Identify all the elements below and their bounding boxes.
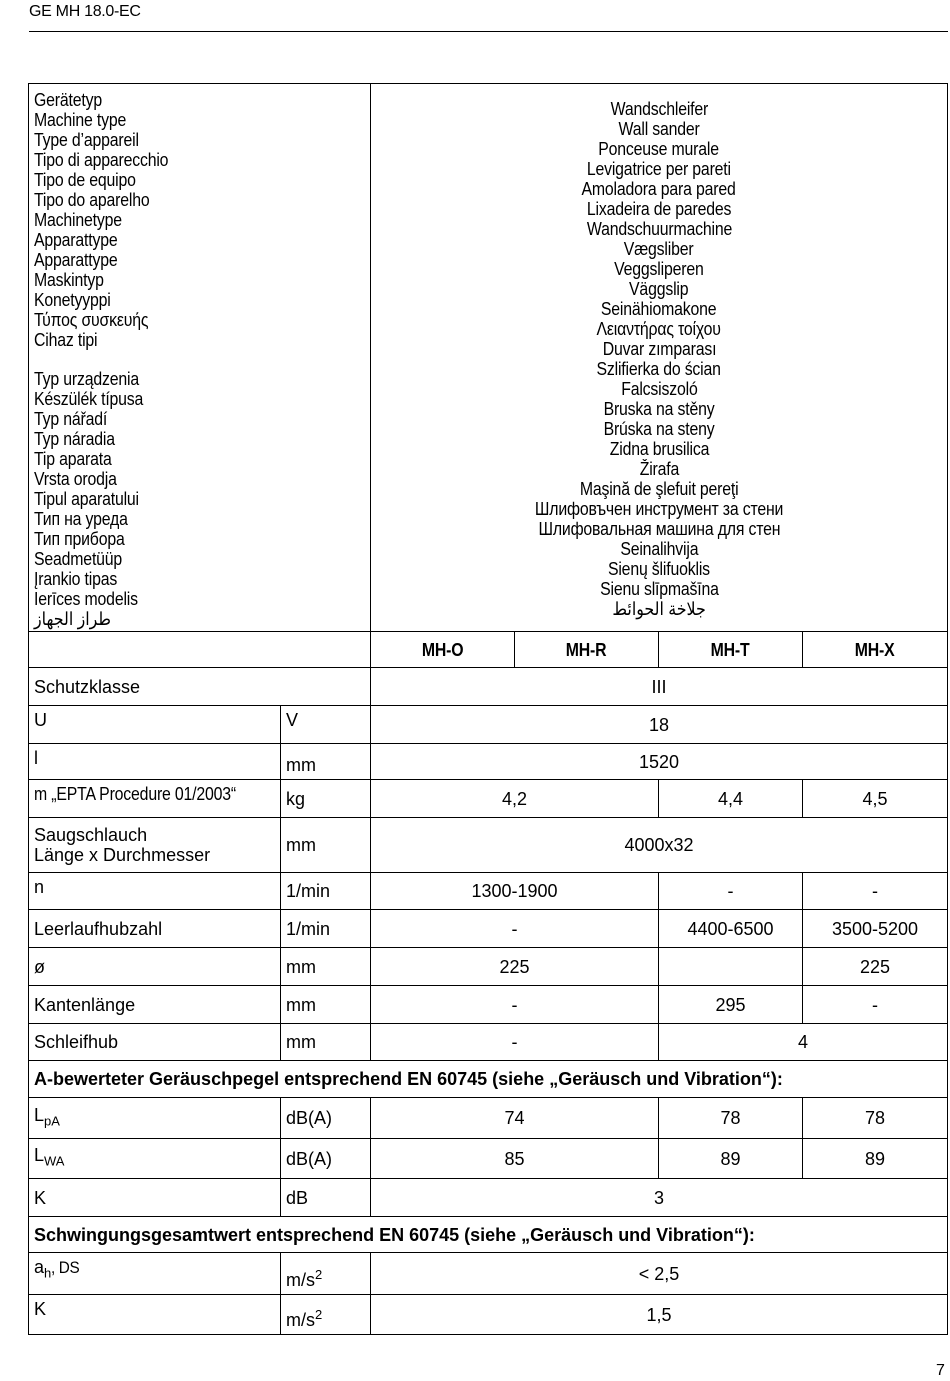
machine-type-name: Lixadeira de paredes bbox=[586, 199, 732, 219]
machine-type-labels bbox=[29, 84, 371, 632]
machine-type-label: Тип на уреда bbox=[34, 509, 128, 529]
machine-type-name: Väggslip bbox=[629, 279, 689, 299]
machine-type-name: Шлифовъчен инструмент за стени bbox=[534, 499, 784, 519]
row-l bbox=[29, 744, 948, 780]
row-saugschlauch bbox=[29, 818, 948, 873]
machine-type-name: Wall sander bbox=[618, 119, 700, 139]
page-number: 7 bbox=[936, 1362, 945, 1379]
machine-type-name: Maşină de şlefuit pereţi bbox=[579, 479, 739, 499]
model-mh-o: MH-O bbox=[371, 632, 515, 668]
row-value-mh-x: 4,5 bbox=[803, 780, 948, 818]
machine-type-name: Veggsliperen bbox=[614, 259, 704, 279]
machine-type-name: Brúska na steny bbox=[603, 419, 715, 439]
row-value-mh-t: 295 bbox=[659, 986, 803, 1024]
row-value-mh-o-r: - bbox=[371, 1024, 659, 1061]
row-m bbox=[29, 780, 948, 818]
machine-type-name: Bruska na stěny bbox=[603, 399, 715, 419]
machine-type-label: Machine type bbox=[34, 110, 127, 130]
machine-type-label: Tipo do aparelho bbox=[34, 190, 150, 210]
row-unit: V bbox=[281, 706, 371, 744]
row-k-db bbox=[29, 1179, 948, 1217]
row-unit: 1/min bbox=[281, 873, 371, 910]
machine-type-name: Szlifierka do ścian bbox=[596, 359, 722, 379]
machine-type-label: Тип прибора bbox=[34, 529, 125, 549]
machine-type-label: Cihaz tipi bbox=[34, 330, 98, 350]
row-label: $a_h$, DS bbox=[29, 1253, 281, 1295]
row-unit: $m/s^2$ bbox=[281, 1295, 371, 1335]
row-unit: mm bbox=[281, 1024, 371, 1061]
machine-type-name: Vægsliber bbox=[624, 239, 694, 259]
machine-type-name: Seinähiomakone bbox=[601, 299, 717, 319]
machine-type-label: Tipo de equipo bbox=[34, 170, 136, 190]
row-value-mh-o-r: 4,2 bbox=[371, 780, 659, 818]
machine-type-name: Seinalihvija bbox=[620, 539, 699, 559]
row-value-mh-x: - bbox=[803, 873, 948, 910]
header-rule bbox=[29, 31, 948, 32]
row-value-mh-o-r: - bbox=[371, 986, 659, 1024]
row-label: K bbox=[29, 1179, 281, 1217]
machine-type-name: Шлифовальная машина для стен bbox=[538, 519, 780, 539]
machine-type-label: Maskintyp bbox=[34, 270, 104, 290]
machine-type-label: Typ nářadí bbox=[34, 409, 108, 429]
machine-type-name: Levigatrice per pareti bbox=[586, 159, 732, 179]
row-value-mh-t: - bbox=[659, 873, 803, 910]
row-label: $L_{pA}$ bbox=[29, 1098, 281, 1139]
machine-type-label: Készülék típusa bbox=[34, 389, 144, 409]
machine-type-label: Apparattype bbox=[34, 250, 118, 270]
row-label: $L_{WA}$ bbox=[29, 1139, 281, 1179]
row-value-mh-t bbox=[659, 948, 803, 986]
machine-type-name: Λειαντήρας τοίχου bbox=[596, 319, 722, 339]
row-unit: 1/min bbox=[281, 910, 371, 948]
row-value-mh-t: 89 bbox=[659, 1139, 803, 1179]
row-value-mh-t-x: 4 bbox=[659, 1024, 948, 1061]
machine-type-label: Τύπος συσκευής bbox=[34, 310, 149, 330]
machine-type-label: Machinetype bbox=[34, 210, 122, 230]
document-header: GE MH 18.0-EC bbox=[29, 3, 141, 20]
machine-type-label: Seadmetüüp bbox=[34, 549, 123, 569]
machine-type-label: Tipul aparatului bbox=[34, 489, 139, 509]
row-diameter bbox=[29, 948, 948, 986]
row-unit: dB(A) bbox=[281, 1098, 371, 1139]
row-schutzklasse bbox=[29, 668, 948, 706]
row-unit: $m/s^2$ bbox=[281, 1253, 371, 1295]
row-value: III bbox=[371, 668, 948, 706]
row-label: n bbox=[29, 873, 281, 910]
row-value: 1520 bbox=[371, 744, 948, 780]
machine-type-name: Wandschleifer bbox=[610, 99, 708, 119]
spec-table bbox=[28, 83, 948, 1335]
vibration-heading-row bbox=[29, 1217, 948, 1253]
row-u bbox=[29, 706, 948, 744]
row-label: ø bbox=[29, 948, 281, 986]
row-value-mh-o-r: 225 bbox=[371, 948, 659, 986]
row-unit: mm bbox=[281, 744, 371, 780]
row-n bbox=[29, 873, 948, 910]
model-mh-t: MH-T bbox=[659, 632, 803, 668]
row-value-mh-x: 3500-5200 bbox=[803, 910, 948, 948]
row-label: U bbox=[29, 706, 281, 744]
row-unit: dB bbox=[281, 1179, 371, 1217]
machine-type-name: Duvar zımparası bbox=[602, 339, 716, 359]
row-value-mh-x: 78 bbox=[803, 1098, 948, 1139]
row-value-mh-o-r: 1300-1900 bbox=[371, 873, 659, 910]
row-unit: kg bbox=[281, 780, 371, 818]
row-value-mh-o-r: 74 bbox=[371, 1098, 659, 1139]
machine-type-label: Gerätetyp bbox=[34, 90, 102, 110]
row-unit: dB(A) bbox=[281, 1139, 371, 1179]
machine-type-names bbox=[371, 84, 948, 632]
row-label: m „EPTA Procedure 01/2003“ bbox=[29, 780, 281, 818]
noise-heading: A-bewerteter Geräuschpegel entsprechend EN 60745 (siehe „Geräusch und Vibration“): bbox=[29, 1061, 948, 1098]
row-value-mh-o-r: - bbox=[371, 910, 659, 948]
row-leerlaufhubzahl bbox=[29, 910, 948, 948]
row-unit: mm bbox=[281, 818, 371, 873]
row-value: 3 bbox=[371, 1179, 948, 1217]
row-unit: mm bbox=[281, 948, 371, 986]
row-value: 4000x32 bbox=[371, 818, 948, 873]
row-lwa bbox=[29, 1139, 948, 1179]
machine-type-name: Amoladora para pared bbox=[581, 179, 737, 199]
row-label-line1: Saugschlauch bbox=[34, 825, 148, 845]
machine-type-label: Typ náradia bbox=[34, 429, 115, 449]
row-value-mh-x: - bbox=[803, 986, 948, 1024]
machine-type-row bbox=[29, 84, 948, 632]
machine-type-name: Sienu slīpmašīna bbox=[599, 579, 719, 599]
row-value-mh-o-r: 85 bbox=[371, 1139, 659, 1179]
model-mh-x: MH-X bbox=[803, 632, 948, 668]
machine-type-label: Typ urządzenia bbox=[34, 369, 139, 389]
machine-type-label: Įrankio tipas bbox=[34, 569, 118, 589]
row-label: l bbox=[29, 744, 281, 780]
row-label: K bbox=[29, 1295, 281, 1335]
machine-type-label: طراز الجهاز bbox=[34, 609, 112, 629]
row-value: 1,5 bbox=[371, 1295, 948, 1335]
vibration-heading: Schwingungsgesamtwert entsprechend EN 60745 (siehe „Geräusch und Vibration“): bbox=[29, 1217, 948, 1253]
row-lpa bbox=[29, 1098, 948, 1139]
machine-type-label: Type d’appareil bbox=[34, 130, 139, 150]
row-k-ms bbox=[29, 1295, 948, 1335]
row-value: < 2,5 bbox=[371, 1253, 948, 1295]
row-value-mh-t: 4,4 bbox=[659, 780, 803, 818]
row-value-mh-x: 225 bbox=[803, 948, 948, 986]
machine-type-name: Ponceuse murale bbox=[598, 139, 720, 159]
machine-type-name: جلاخة الحوائط bbox=[612, 599, 706, 619]
machine-type-label: Apparattype bbox=[34, 230, 118, 250]
model-mh-r: MH-R bbox=[515, 632, 659, 668]
machine-type-label: Vrsta orodja bbox=[34, 469, 117, 489]
row-value-mh-t: 4400-6500 bbox=[659, 910, 803, 948]
machine-type-name: Sienų šlifuoklis bbox=[608, 559, 711, 579]
noise-heading-row bbox=[29, 1061, 948, 1098]
machine-type-label-spacer bbox=[34, 350, 365, 369]
row-value-mh-x: 89 bbox=[803, 1139, 948, 1179]
machine-type-name: Zidna brusilica bbox=[609, 439, 709, 459]
row-label: Kantenlänge bbox=[29, 986, 281, 1024]
row-unit: mm bbox=[281, 986, 371, 1024]
machine-type-name: Wandschuurmachine bbox=[586, 219, 732, 239]
row-schleifhub bbox=[29, 1024, 948, 1061]
row-label: Schutzklasse bbox=[29, 668, 371, 706]
machine-type-name: Žirafa bbox=[639, 459, 679, 479]
row-ah bbox=[29, 1253, 948, 1295]
row-label-line2: Länge x Durchmesser bbox=[34, 845, 211, 865]
row-label: Leerlaufhubzahl bbox=[29, 910, 281, 948]
row-value: 18 bbox=[371, 706, 948, 744]
row-label bbox=[29, 818, 281, 873]
row-kantenlaenge bbox=[29, 986, 948, 1024]
machine-type-name: Falcsiszoló bbox=[620, 379, 698, 399]
machine-type-label: Ierīces modelis bbox=[34, 589, 138, 609]
model-header-row bbox=[29, 632, 948, 668]
row-value-mh-t: 78 bbox=[659, 1098, 803, 1139]
machine-type-label: Tip aparata bbox=[34, 449, 112, 469]
machine-type-label: Konetyyppi bbox=[34, 290, 111, 310]
machine-type-label: Tipo di apparecchio bbox=[34, 150, 169, 170]
row-label: Schleifhub bbox=[29, 1024, 281, 1061]
